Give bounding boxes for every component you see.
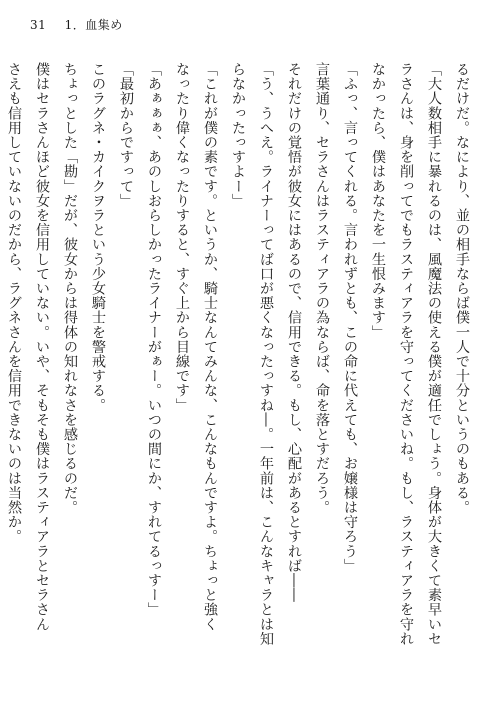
- text-line: それだけの覚悟が彼女にはあるので、信用できる。もし、心配があるとすれば――: [286, 62, 302, 603]
- text-line: ラさんは、身を削ってでもラスティアラを守ってくださいね。もし、ラスティアラを守れ: [398, 62, 414, 646]
- vertical-body-text: [6, 62, 476, 682]
- text-line: らなかったっすよー」: [230, 62, 246, 208]
- text-line: 僕はセラさんほど彼女を信用していない。いや、そもそも僕はラスティアラとセラさん: [34, 62, 50, 632]
- text-line: 「大人数相手に暴れるのは、風魔法の使える僕が適任でしょう。身体が大きくて素早いセ: [426, 62, 442, 646]
- text-line: さえも信用していないのだから、ラグネさんを信用できないのは当然か。: [6, 62, 22, 544]
- text-line: このラグネ・カイクヲラという少女騎士を警戒する。: [90, 62, 106, 413]
- running-header: [30, 16, 123, 33]
- text-line: るだけだ。なにより、並の相手ならば僕一人で十分というのもある。: [454, 62, 470, 515]
- text-line: 「あぁぁぁ、あのしおらしかったライナーがぁー。いつの間にか、すれてるっすー」: [146, 62, 162, 617]
- text-line: 「これが僕の素です。というか、騎士なんてみんな、こんなもんですよ。ちょっと強く: [202, 62, 218, 632]
- text-line: ちょっとした「勘」だが、彼女からは得体の知れなさを感じるのだ。: [62, 62, 78, 515]
- text-line: なかったら、僕はあなたを一生恨みます」: [370, 62, 386, 340]
- chapter-title: 1．血集め: [64, 18, 123, 32]
- text-line: なったり偉くなったりすると、すぐ上から目線です」: [174, 62, 190, 413]
- text-line: 「う、うへえ。ライナーってば口が悪くなったっすね―。一年前は、こんなキャラとは知: [258, 62, 274, 646]
- text-line: 「ふっ、言ってくれる。言われずとも、この命に代えても、お嬢様は守ろう」: [342, 62, 358, 573]
- page-number: 31: [30, 18, 47, 32]
- text-line: 言葉通り、セラさんはラスティアラの為ならば、命を落とすだろう。: [314, 62, 330, 515]
- text-line: 「最初からですって」: [118, 62, 134, 208]
